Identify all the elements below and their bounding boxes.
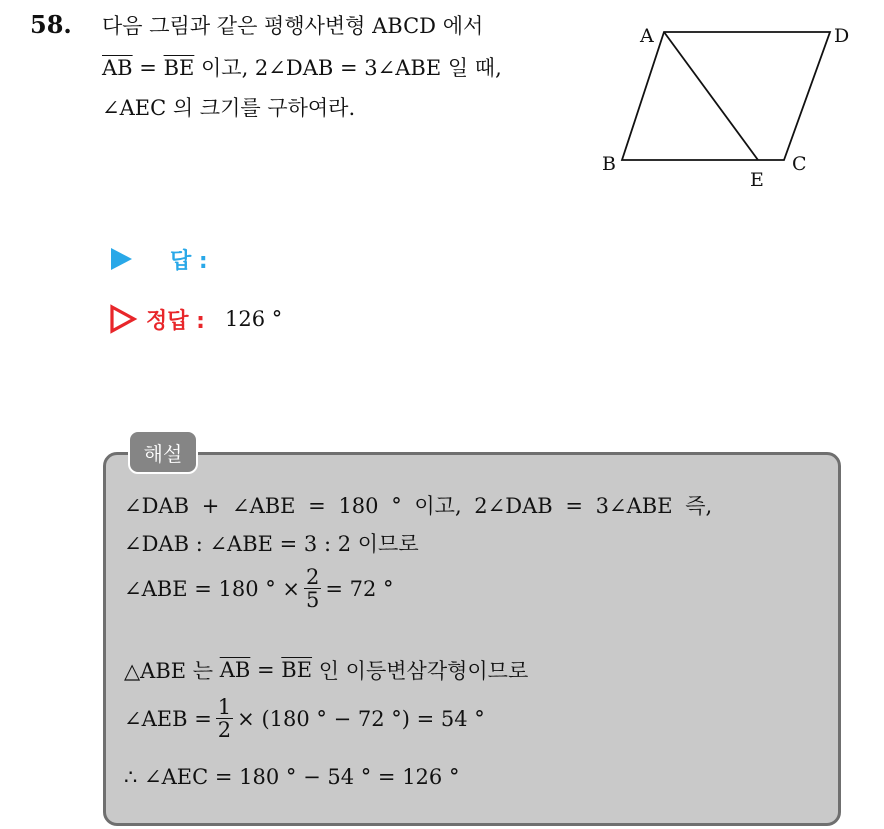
vertex-label-e: E (750, 169, 764, 191)
parallelogram-diagram (598, 18, 868, 198)
equation-lhs: ∠AEB = (124, 706, 212, 731)
segment-ab: $\overline{AB}$ (102, 56, 133, 80)
segment-be: $\overline{BE}$ (281, 658, 313, 682)
solution-line-5 (124, 696, 485, 741)
vertex-label-d: D (834, 25, 850, 47)
problem-text-line-1: 다음 그림과 같은 평행사변형 ABCD 에서 (102, 14, 484, 38)
fraction-numerator: 1 (217, 695, 232, 719)
correct-answer-value: 126 ° (224, 307, 283, 331)
problem-number: 58. (30, 10, 72, 39)
segment-ab: $\overline{AB}$ (219, 658, 251, 682)
vertex-label-b: B (602, 153, 616, 175)
solution-line-1: ∠DAB + ∠ABE = 180 ° 이고, 2∠DAB = 3∠ABE 즉, (124, 494, 713, 518)
problem-condition: 이고, 2∠DAB = 3∠ABE 일 때, (194, 56, 502, 80)
parallelogram-shape (622, 32, 830, 160)
fraction (304, 566, 321, 611)
triangle-statement-end: 인 이등변삼각형이므로 (312, 659, 529, 683)
vertex-label-a: A (640, 25, 654, 47)
solution-tab: 해설 (128, 430, 198, 474)
fraction-numerator: 2 (306, 565, 320, 589)
correct-answer-row (108, 302, 282, 336)
solution-line-4 (124, 655, 528, 685)
solution-line-3 (124, 566, 394, 611)
problem-text-line-3: ∠AEC 의 크기를 구하여라. (102, 96, 356, 120)
equals-sign: = (132, 56, 164, 80)
play-triangle-icon (108, 246, 134, 272)
answer-label: 답 : (170, 248, 208, 274)
correct-answer-label: 정답 : (146, 308, 205, 334)
segment-ae (664, 32, 758, 160)
equation-lhs: ∠ABE = 180 ° × (124, 576, 300, 601)
outline-triangle-icon (108, 304, 138, 334)
solution-line-6: ∴ ∠AEC = 180 ° − 54 ° = 126 ° (124, 765, 460, 789)
equation-rhs: × (180 ° − 72 °) = 54 ° (237, 706, 485, 731)
segment-be: $\overline{BE}$ (163, 56, 195, 80)
equals-sign: = (250, 658, 282, 682)
answer-row (108, 242, 208, 276)
solution-line-2: ∠DAB : ∠ABE = 3 : 2 이므로 (124, 532, 419, 556)
problem-text-line-2 (102, 52, 502, 82)
equation-rhs: = 72 ° (325, 576, 394, 601)
fraction-denominator: 5 (306, 588, 320, 613)
triangle-statement-start: △ABE 는 (124, 659, 220, 683)
fraction (216, 696, 233, 741)
fraction-denominator: 2 (217, 718, 232, 743)
vertex-label-c: C (792, 153, 807, 175)
